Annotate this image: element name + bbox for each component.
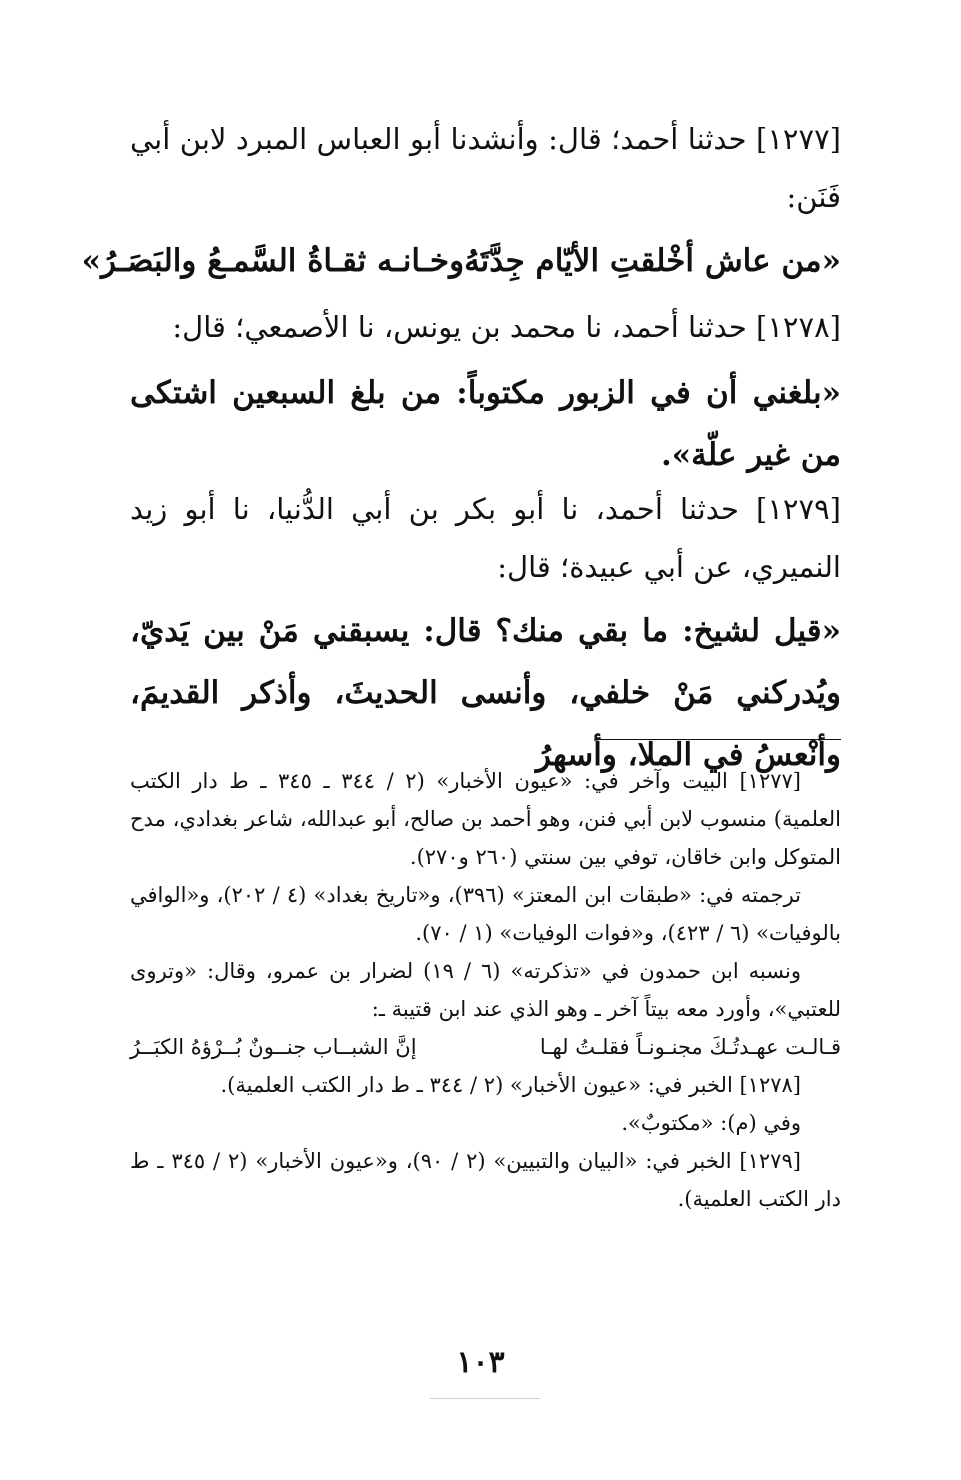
footnote-verse: [130, 1028, 841, 1066]
scan-mark: [430, 1398, 540, 1399]
entry-1277-intro: [١٢٧٧] حدثنا أحمد؛ قال: وأنشدنا أبو العباس المبرد لابن أبي فَنَن:: [130, 122, 841, 214]
footnote-1278: [١٢٧٨] الخبر في: «عيون الأخبار» (٢ / ٣٤٤ ـ ط دار الكتب العلمية).: [220, 1073, 801, 1097]
entry-1279-quote: «قيل لشيخ: ما بقي منك؟ قال: يسبقني مَنْ بين يَديّ، ويُدركني مَنْ خلفي، وأنسى الحديثَ، وأذكر القديمَ، وأنْعسُ في الملا، وأسهرُ: [130, 613, 841, 773]
footnote-1279: [١٢٧٩] الخبر في: «البيان والتبيين» (٢ / ٩٠)، و«عيون الأخبار» (٢ / ٣٤٥ ـ ط دار الكتب العلمية).: [130, 1149, 841, 1211]
entry-1279-intro: [١٢٧٩] حدثنا أحمد، نا أبو بكر بن أبي الدُّنيا، نا أبو زيد النميري، عن أبي عبيدة؛ قال:: [130, 492, 841, 584]
page-number: ١٠٣: [456, 1345, 505, 1380]
verse-first-hemistich: «من عاش أخْلقتِ الأيّام جِدَّتَهُ: [464, 243, 841, 279]
entry-1277-verse: [81, 230, 841, 292]
footnote-1277-attribution: ونسبه ابن حمدون في «تذكرته» (٦ / ١٩) لضرار بن عمرو، وقال: «وتروى للعتبي»، وأورد معه بيتاً آخر ـ وهو الذي عند ابن قتيبة ـ:: [130, 959, 841, 1021]
entry-1278-intro: [١٢٧٨] حدثنا أحمد، نا محمد بن يونس، نا الأصمعي؛ قال:: [172, 310, 841, 344]
footnotes: [130, 762, 841, 1218]
footnote-verse-second: إنَّ الشبــاب جنــونٌ بُــرْؤهُ الكبَــرُ: [130, 1035, 417, 1059]
entry-1278-quote: «بلغني أن في الزبور مكتوباً: من بلغ السبعين اشتكى من غير علّة».: [130, 375, 841, 473]
footnote-1277: [١٢٧٧] البيت وآخر في: «عيون الأخبار» (٢ / ٣٤٤ ـ ٣٤٥ ـ ط دار الكتب العلمية) منسوب لابن أبي فنن، وهو أحمد بن صالح، أبو عبدالله، شاعر بغدادي، مدح المتوكل وابن خاقان، توفي بين سنتي (٢٦٠ و٢٧٠).: [130, 769, 841, 869]
footnote-separator: [599, 739, 841, 740]
verse-second-hemistich: وخـانـه ثقـاةُ السَّمـعُ والبَصَـرُ»: [81, 243, 465, 279]
footnote-1277-biography: ترجمته في: «طبقات ابن المعتز» (٣٩٦)، و«تاريخ بغداد» (٤ / ٢٠٢)، و«الوافي بالوفيات» (٦ / ٤٢٣)، و«فوات الوفيات» (١ / ٧٠).: [130, 883, 841, 945]
footnote-1278-variant: وفي (م): «مكتوبٌ».: [621, 1111, 801, 1135]
footnote-verse-first: قـالـت عهـدتُـكَ مجنـونـاً فقلـتُ لهـا: [539, 1035, 841, 1059]
